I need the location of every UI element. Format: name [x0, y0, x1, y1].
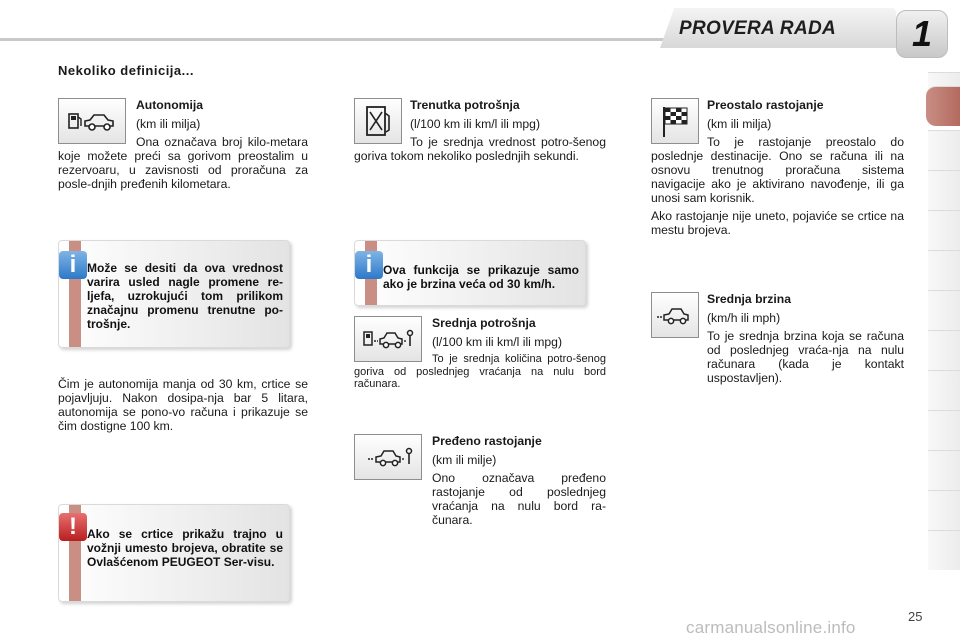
page-number: 25	[908, 609, 923, 624]
watermark: carmanualsonline.info	[686, 618, 856, 637]
entry-title: Srednja brzina	[707, 292, 791, 306]
entry-unit: (km/h ili mph)	[707, 311, 781, 325]
side-tab-7[interactable]	[928, 330, 960, 370]
side-tab-5[interactable]	[928, 250, 960, 290]
entry-unit: (km ili milje)	[432, 453, 497, 467]
autonomy-note: Čim je autonomija manja od 30 km, crtice se pojavljuju. Nakon dosipa-nja bar 5 litara, autonomija se pono-vo računa i prikazuje se čim dostigne 100 km.	[58, 377, 308, 433]
entry-description: To je rastojanje preostalo do poslednje destinacije. Ono se računa ili na osnovu trenutnog proračuna sistema navigacije ako je aktivirano navođenje, ili ga unosi sam korisnik.	[651, 135, 904, 205]
chapter-side-tabs	[928, 72, 960, 572]
entry-srednja-potrosnja	[354, 316, 606, 391]
entry-title: Preostalo rastojanje	[707, 98, 824, 112]
entry-description: Ono označava pređeno rastojanje od poslednjeg vraćanja na nulu bord ra-čunara.	[432, 471, 606, 527]
entry-unit: (km ili milja)	[707, 117, 772, 131]
entry-title: Autonomija	[136, 98, 204, 112]
side-tab-11[interactable]	[928, 490, 960, 530]
entry-description-note: Ako rastojanje nije uneto, pojaviće se crtice na mestu brojeva.	[651, 209, 904, 237]
info-box-2	[354, 240, 586, 306]
entry-title: Pređeno rastojanje	[432, 434, 542, 448]
warning-icon: !	[59, 513, 87, 541]
side-tab-4[interactable]	[928, 210, 960, 250]
entry-title: Trenutka potrošnja	[410, 98, 520, 112]
entry-srednja-brzina	[651, 292, 904, 385]
side-tab-active[interactable]	[926, 86, 960, 126]
info-icon: i	[355, 251, 383, 279]
info-text: Može se desiti da ova vrednost varira usled nagle promene re-ljefa, uzrokujući tom prilikom značajnu promenu trenutne po-trošnje.	[87, 261, 283, 331]
entry-description: To je srednja vrednost potro-šenog goriva tokom nekoliko poslednjih sekundi.	[354, 135, 606, 163]
entry-unit: (l/100 km ili km/l ili mpg)	[432, 335, 563, 349]
info-text: Ova funkcija se prikazuje samo ako je brzina veća od 30 km/h.	[383, 263, 579, 291]
info-box-1	[58, 240, 290, 348]
entry-autonomija	[58, 98, 308, 191]
entry-description: To je srednja brzina koja se računa od poslednjeg vraća-nja na nulu računara (kada je kontakt uspostavljen).	[707, 329, 904, 385]
entry-description: To je srednja količina potro-šenog goriva od poslednjeg vraćanja na nulu bord računara.	[354, 353, 606, 390]
side-tab-12[interactable]	[928, 530, 960, 570]
warning-box	[58, 504, 290, 602]
entry-predjeno	[354, 434, 606, 527]
entry-trenutna	[354, 98, 606, 163]
section-title: Nekoliko definicija...	[58, 63, 194, 78]
page-title: PROVERA RADA	[679, 18, 837, 39]
entry-unit: (l/100 km ili km/l ili mpg)	[410, 117, 541, 131]
side-tab-9[interactable]	[928, 410, 960, 450]
entry-preostalo	[651, 98, 904, 237]
side-tab-10[interactable]	[928, 450, 960, 490]
side-tab-8[interactable]	[928, 370, 960, 410]
info-icon: i	[59, 251, 87, 279]
entry-description: Ona označava broj kilo-metara koje možete preći sa gorivom preostalim u rezervoaru, u zavisnosti od proračuna za posle-dnjih pređenih kilometara.	[58, 135, 308, 191]
side-tab-6[interactable]	[928, 290, 960, 330]
entry-title: Srednja potrošnja	[432, 316, 536, 330]
entry-unit: (km ili milja)	[136, 117, 201, 131]
warning-text: Ako se crtice prikažu trajno u vožnji umesto brojeva, obratite se Ovlašćenom PEUGEOT Ser-visu.	[87, 527, 283, 569]
chapter-number: 1	[896, 10, 948, 58]
side-tab-2[interactable]	[928, 130, 960, 170]
side-tab-3[interactable]	[928, 170, 960, 210]
